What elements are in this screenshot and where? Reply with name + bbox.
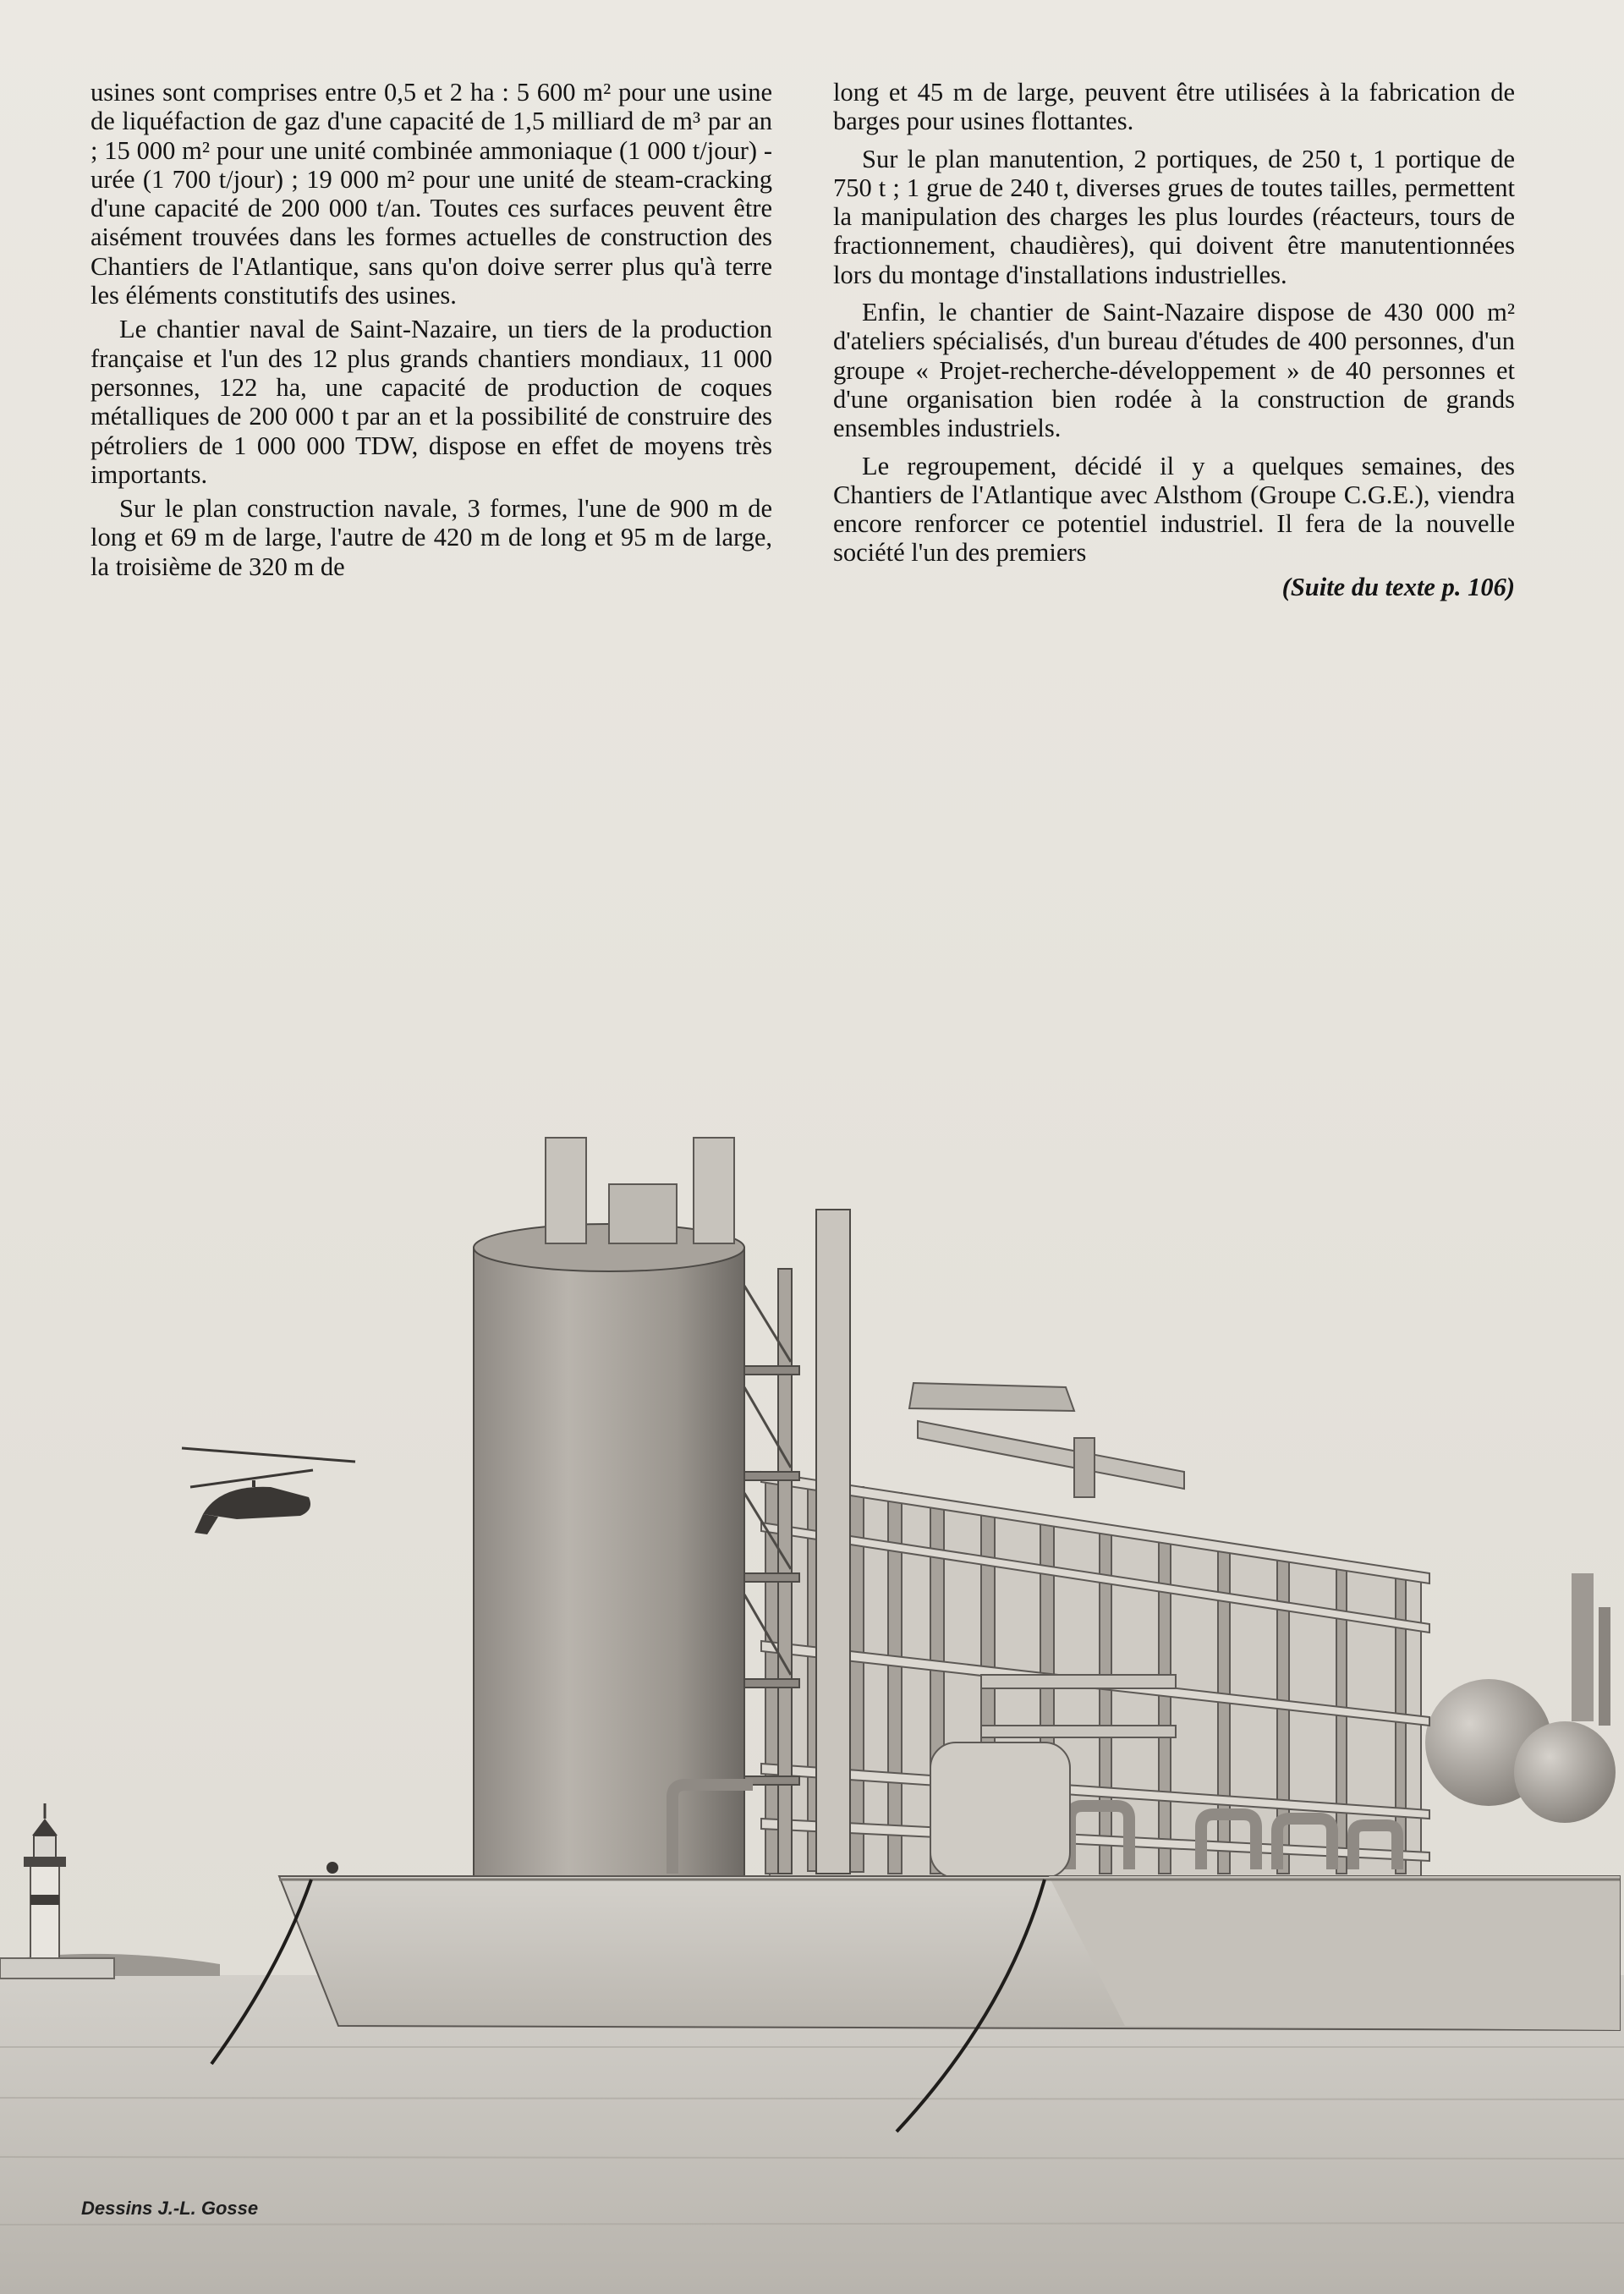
paragraph: Le regroupement, décidé il y a quelques semaines, des Chantiers de l'Atlantique avec Alsthom (Groupe C.G.E.), viendra encore renforcer ce potentiel industriel. Il fera de la nouvelle société l'un des premiers: [833, 451, 1515, 568]
barge: [279, 1876, 1620, 2030]
paragraph: Sur le plan manutention, 2 portiques, de 250 t, 1 portique de 750 t ; 1 grue de 240 t, diverses grues de toutes tailles, permettent la manipulation des charges les plus lourdes (réacteurs, tours de fractionnement, chaudières), qui doivent être manutentionnées lors du montage d'installations industrielles.: [833, 144, 1515, 289]
paragraph: Le chantier naval de Saint-Nazaire, un tiers de la production française et l'un des 12 plus grands chantiers mondiaux, 11 000 personnes, 122 ha, une capacité de production de coques métalliques de 200 000 t par an et la possibilité de construire des pétroliers de 1 000 000 TDW, dispose en effet de moyens très importants.: [91, 315, 772, 489]
continuation-note: (Suite du texte p. 106): [1281, 572, 1515, 601]
floating-plant-illustration: [0, 761, 1624, 2294]
illustration-credit: Dessins J.-L. Gosse: [81, 2198, 259, 2219]
article-right-column: [833, 78, 1515, 601]
small-tank: [930, 1742, 1070, 1878]
storage-tank: [474, 1138, 744, 1878]
spherical-tanks: [1425, 1573, 1616, 1823]
lighthouse: [0, 1803, 114, 1978]
paragraph: long et 45 m de large, peuvent être utilisées à la fabrication de barges pour usines flottantes.: [833, 78, 1515, 136]
helicopter: [182, 1448, 355, 1534]
article-left-column: [91, 78, 772, 581]
paragraph: Sur le plan construction navale, 3 formes, l'une de 900 m de long et 69 m de large, l'autre de 420 m de long et 95 m de large, la troisième de 320 m de: [91, 494, 772, 581]
paragraph: usines sont comprises entre 0,5 et 2 ha : 5 600 m² pour une usine de liquéfaction de gaz d'une capacité de 1,5 milliard de m³ par an ; 15 000 m² pour une unité combinée ammoniaque (1 000 t/jour) - urée (1 700 t/jour) ; 19 000 m² pour une unité de steam-cracking d'une capacité de 200 000 t/an. Toutes ces surfaces peuvent être aisément trouvées dans les formes actuelles de construction des Chantiers de l'Atlantique, sans qu'on doive serrer plus qu'à terre les éléments constitutifs des usines.: [91, 78, 772, 310]
paragraph: Enfin, le chantier de Saint-Nazaire dispose de 430 000 m² d'ateliers spécialisés, d'un bureau d'études de 400 personnes, d'un groupe « Projet-recherche-développement » de 40 personnes et d'une organisation bien rodée à la construction de grands ensembles industriels.: [833, 298, 1515, 443]
